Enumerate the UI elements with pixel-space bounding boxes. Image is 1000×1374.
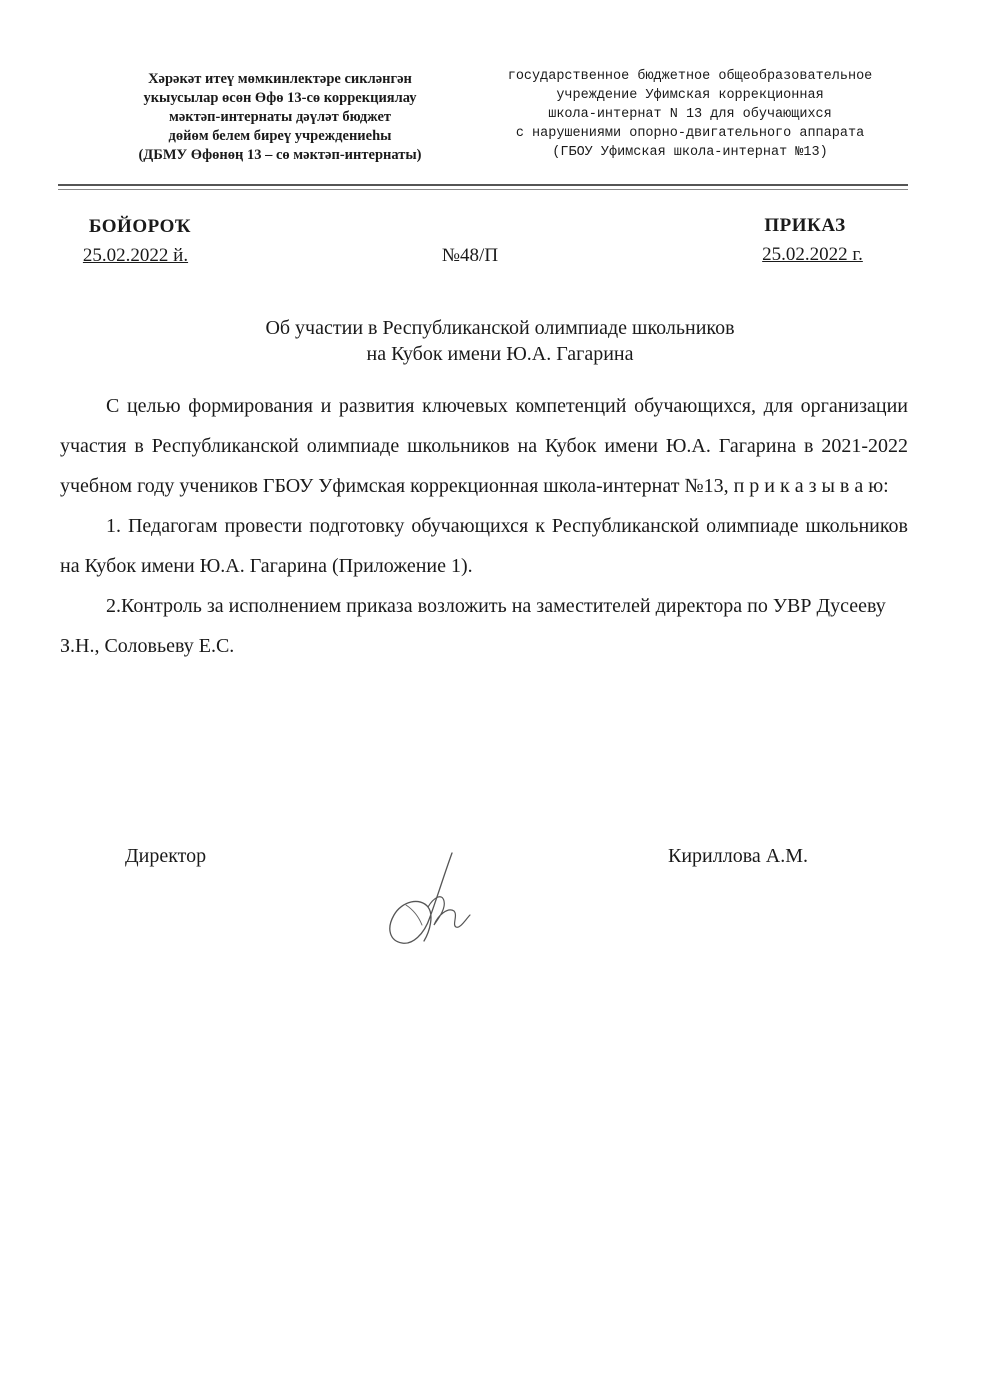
body-paragraph-item-1: 1. Педагогам провести подготовку обучающихся к Республиканской олимпиаде школьников на Кубок имени Ю.А. Гагарина (Приложение 1). (60, 515, 908, 577)
order-body (60, 386, 908, 666)
subject-line: Об участии в Республиканской олимпиаде школьников (265, 317, 735, 339)
header-left-line: (ДБМУ Өфөнөң 13 – сө мәктәп-интернаты) (138, 147, 422, 163)
header-right-line: (ГБОУ Уфимская школа-интернат №13) (552, 145, 828, 160)
header-right-line: с нарушениями опорно-двигательного аппарата (515, 126, 865, 141)
order-date-russian: 25.02.2022 г. (762, 244, 863, 265)
body-paragraph-intro: С целью формирования и развития ключевых компетенций обучающихся, для организации участия в Республиканской олимпиаде школьников на Кубок имени Ю.А. Гагарина в 2021-2022 учебном году учеников ГБОУ Уфимская коррекционная школа-интернат №13, п р и к а з ы в а ю: (60, 395, 908, 497)
body-paragraph-item-2: 2.Контроль за исполнением приказа возложить на заместителей директора по УВР Дусееву З.Н., Соловьеву Е.С. (60, 595, 886, 657)
signatory-name: Кириллова А.М. (668, 845, 808, 867)
header-left-bashkir (70, 70, 490, 165)
header-left-line: укыусылар өсөн Өфө 13-сө коррекциялау (143, 90, 417, 106)
order-subject (150, 315, 850, 367)
signatory-role: Директор (125, 845, 207, 867)
header-left-line: мәктәп-интернаты дәүләт бюджет (168, 109, 392, 125)
handwritten-signature (372, 845, 482, 955)
header-right-line: государственное бюджетное общеобразовательное (507, 69, 873, 84)
subject-line: на Кубок имени Ю.А. Гагарина (366, 343, 634, 365)
header-right-line: учреждение Уфимская коррекционная (556, 88, 824, 103)
order-title-bashkir: БОЙОРОҠ (88, 216, 192, 237)
header-left-line: дөйөм белем биреү учреждениеһы (168, 128, 392, 144)
header-right-russian (480, 67, 900, 162)
order-title-russian: ПРИКАЗ (764, 215, 846, 236)
header-right-line: школа-интернат N 13 для обучающихся (548, 107, 832, 122)
order-date-bashkir: 25.02.2022 й. (82, 245, 189, 266)
header-left-line: Хәрәкәт итеү мөмкинлектәре сикләнгән (148, 71, 412, 87)
order-number: №48/П (441, 245, 499, 266)
header-divider (58, 184, 908, 190)
